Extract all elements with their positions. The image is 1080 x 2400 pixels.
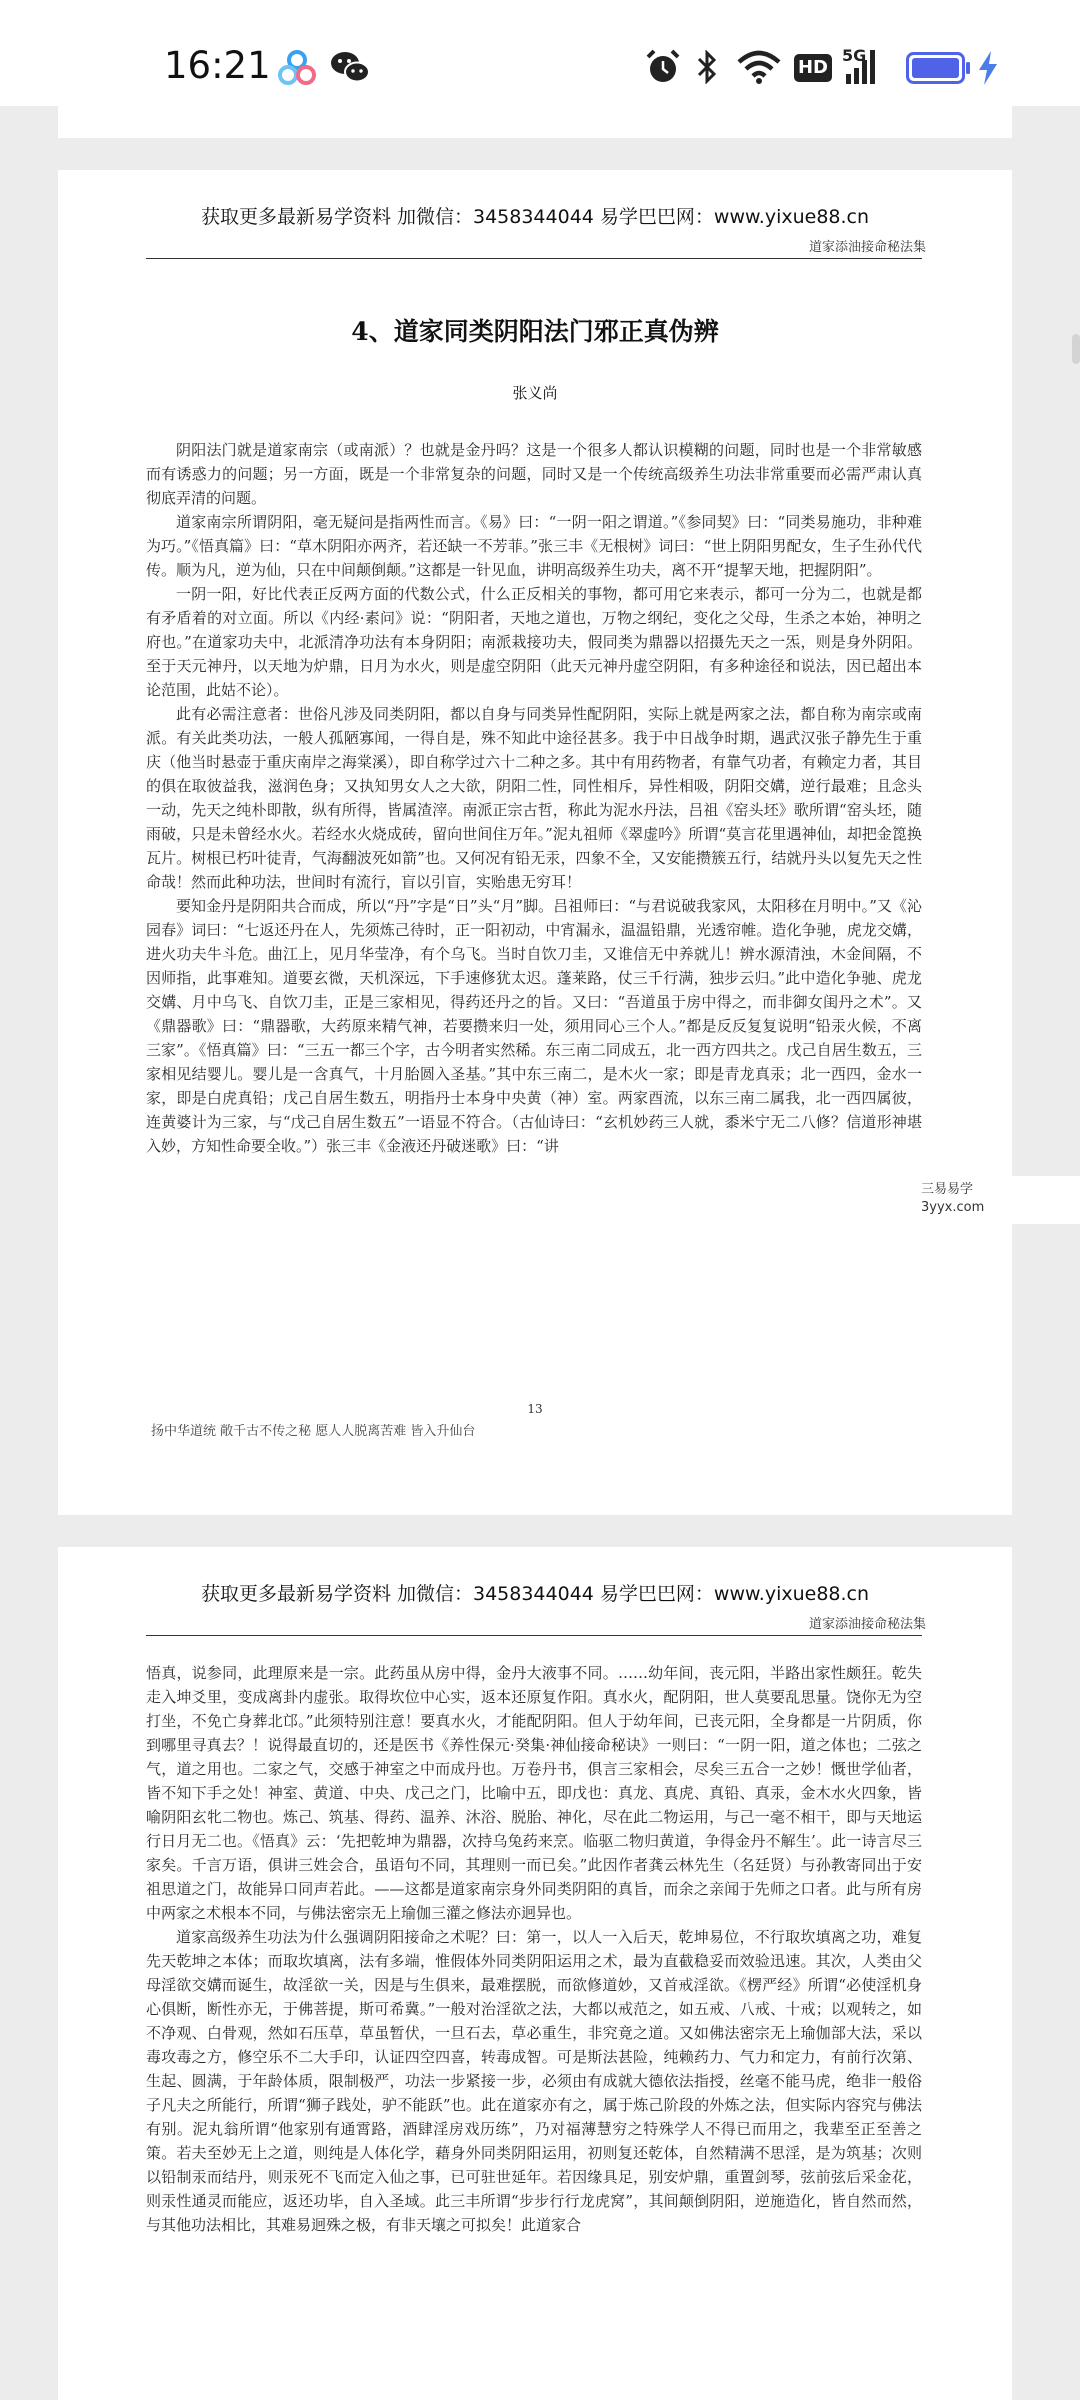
paragraph: 一阴一阳，好比代表正反两方面的代数公式，什么正反相关的事物，都可用它来表示，都可一分为二，也就是都有矛盾着的对立面。所以《内经·素问》说：“阴阳者，天地之道也，万物之纲纪，变化之父母，生杀之本始，神明之府也。”在道家功夫中，北派清净功法有本身阴阳；南派栽接功夫，假同类为鼎器以招摄先天之一炁，则是身外阴阳。至于天元神丹，以天地为炉鼎，日月为水火，则是虚空阴阳（此天元神丹虚空阴阳，有多种途径和说法，因已超出本论范围，此姑不论）。 [146,585,922,699]
scroll-handle[interactable] [1072,334,1080,364]
page-number: 13 [527,1402,543,1416]
header-rule [146,1635,922,1636]
document-page-14 [58,1547,1012,2400]
paragraph: 道家高级养生功法为什么强调阴阳接命之术呢？曰：第一，以人一入后天，乾坤易位，不行取坎填离之功，难复先天乾坤之本体；而取坎填离，法有多端，惟假体外同类阴阳运用之术，最为直截稳妥而效验迅速。其次，人类由父母淫欲交媾而诞生，故淫欲一关，因是与生俱来，最难摆脱，而欲修道妙，又首戒淫欲。《楞严经》所谓“必使淫机身心俱断，断性亦无，于佛菩提，斯可希冀。”一般对治淫欲之法，大都以戒范之，如五戒、八戒、十戒；以观转之，如不净观、白骨观，然如石压草，草虽暂伏，一旦石去，草必重生，非究竟之道。又如佛法密宗无上瑜伽部大法，采以毒攻毒之方，修空乐不二大手印，认证四空四喜，转毒成智。可是斯法甚险，纯赖药力、气力和定力，有前行次第、生起、圆满，于年龄体质，限制极严，功法一步紧接一步，必须由有成就大德依法指授，丝毫不能马虎，绝非一般俗子凡夫之所能行，所谓“狮子践处，驴不能跃”也。此在道家亦有之，属于炼己阶段的外炼之法，但实际内容究与佛法有别。泥丸翁所谓“他家别有通霄路，酒肆淫房戏历练”，乃对福薄慧穷之特殊学人不得已而用之，我辈至正至善之策。若夫至妙无上之道，则纯是人体化学，藉身外同类阴阳运用，初则复还乾体，自然精满不思淫，是为筑基；次则以铅制汞而结丹，则汞死不飞而定入仙之事，已可驻世延年。若因缘具足，别安炉鼎，重置剑琴，弦前弦后采金花，则汞性通灵而能应，返还功毕，自入圣域。此三丰所谓“步步行行龙虎窝”，其间颠倒阴阳，逆施造化，皆自然而然，与其他功法相比，其难易迥殊之极，有非天壤之可拟矣！此道家合 [146,1928,922,2234]
battery-icon [906,52,972,88]
wechat-icon [330,50,370,88]
previous-page-bottom [58,106,1012,138]
body-text [146,438,922,1398]
paragraph: 要知金丹是阴阳共合而成，所以“丹”字是“日”头“月”脚。吕祖师曰：“与君说破我家风，太阳移在月明中。”又《沁园春》词曰：“七返还丹在人，先须炼己待时，正一阳初动，中宵漏永，温温铅鼎，光透帘帷。造化争驰，虎龙交媾，进火功夫牛斗危。曲江上，见月华莹净，有个乌飞。当时自饮刀圭，又谁信无中养就儿！辨水源清浊，木金间隔，不因师指，此事难知。道要玄微，天机深远，下手速修犹太迟。蓬莱路，仗三千行满，独步云归。”此中造化争驰、虎龙交媾、月中乌飞、自饮刀圭，正是三家相见，得药还丹之的旨。又曰：“吾道虽于房中得之，而非御女闺丹之术”。又《鼎器歌》曰：“鼎器歌，大药原来精气神，若要攒来归一处，须用同心三个人。”都是反反复复说明“铅汞火候，不离三家”。《悟真篇》曰：“三五一都三个字，古今明者实然稀。东三南二同成五，北一西方四共之。戊己自居生数五，三家相见结婴儿。婴儿是一含真气，十月胎圆入圣基。”其中东三南二，是木火一家；即是青龙真汞；北一西四，金水一家，即是白虎真铅；戊己自居生数五，明指丹士本身中央黄（神）室。两家酉流，以东三南二属我，北一西四属彼，连黄婆计为三家，与“戊己自居生数五”一语显不符合。（古仙诗曰：“玄机妙药三人就，黍米宁无二八修？信道形神堪入妙，方知性命要全收。”）张三丰《金液还丹破迷歌》曰：“讲 [146,897,922,1155]
page-header: 获取更多最新易学资料 加微信：3458344044 易学巴巴网：www.yixue88.cn [200,206,870,228]
hd-icon: HD [794,54,832,82]
alarm-icon [644,48,682,90]
app-icon [278,50,316,90]
bluetooth-icon [696,50,718,88]
status-bar [0,0,1080,106]
watermark-title: 三易易学 [921,1182,974,1197]
footer-motto: 扬中华道统 敞千古不传之秘 愿人人脱离苦难 皆入升仙台 [151,1424,476,1439]
wifi-icon [736,50,782,88]
signal-5g-icon [842,46,888,90]
author-name: 张义尚 [512,384,558,402]
chapter-title: 4、道家同类阴阳法门邪正真伪辨 [351,317,719,346]
header-rule [146,258,922,259]
page-header: 获取更多最新易学资料 加微信：3458344044 易学巴巴网：www.yixue88.cn [200,1583,870,1605]
paragraph: 阴阳法门就是道家南宗（或南派）？也就是金丹吗？这是一个很多人都认识模糊的问题，同时也是一个非常敏感而有诱惑力的问题；另一方面，既是一个非常复杂的问题，同时又是一个传统高级养生功法非常重要而必需严肃认真彻底弄清的问题。 [146,441,922,507]
document-page-13 [58,170,1012,1515]
status-time: 16:21 [164,44,271,87]
watermark [918,1176,1080,1224]
watermark-url: 3yyx.com [921,1200,985,1215]
paragraph: 悟真，说参同，此理原来是一宗。此药虽从房中得，金丹大液事不同。……幼年间，丧元阳，半路出家性颇狂。乾失走入坤爻里，变成离卦内虚张。取得坎位中心实，返本还原复作阳。真水火，配阴阳，世人莫要乱思量。饶你无为空打坐，不免亡身葬北邙。”此须特别注意！要真水火，才能配阴阳。但人于幼年间，已丧元阳，全身都是一片阴质，你到哪里寻真去？！说得最直切的，还是医书《养性保元·癸集·神仙接命秘诀》一则曰：“一阴一阳，道之体也；二弦之气，道之用也。二家之气，交感于神室之中而成丹也。万卷丹书，俱言三家相会，尽矣三五合一之妙！慨世学仙者，皆不知下手之处！神室、黄道、中央、戊己之门，比喻中五，即戊也：真龙、真虎、真铅、真汞，金木水火四象，皆喻阴阳玄牝二物也。炼己、筑基、得药、温养、沐浴、脱胎、神化，尽在此二物运用，与己一毫不相干，即与天地运行日月无二也。《悟真》云：‘先把乾坤为鼎器，次持乌兔药来烹。临驱二物归黄道，争得金丹不解生’。此一诗言尽三家矣。千言万语，俱讲三姓会合，虽语句不同，其理则一而已矣。”此因作者龚云林先生（名廷贤）与孙教寄同出于安祖思道之门，故能异口同声若此。——这都是道家南宗身外同类阴阳的真旨，而余之亲闻于先师之口者。此与所有房中两家之术根本不同，与佛法密宗无上瑜伽三灌之修法亦迥异也。 [146,1664,922,1922]
network-type-label: 5G [842,46,867,65]
paragraph: 道家南宗所谓阴阳，毫无疑问是指两性而言。《易》曰：“一阴一阳之谓道。”《参同契》曰：“同类易施功，非种难为巧。”《悟真篇》曰：“草木阴阳亦两齐，若还缺一不芳菲。”张三丰《无根树》词曰：“世上阴阳男配女，生子生孙代代传。顺为凡，逆为仙，只在中间颠倒颠。”这都是一针见血，讲明高级养生功夫，离不开“提挈天地，把握阴阳”。 [146,513,922,579]
paragraph: 此有必需注意者：世俗凡涉及同类阴阳，都以自身与同类异性配阴阳，实际上就是两家之法，都自称为南宗或南派。有关此类功法，一般人孤陋寡闻，一得自是，殊不知此中途径甚多。我于中日战争时期，遇武汉张子静先生于重庆（他当时悬壶于重庆南岸之海棠溪），即自称学过六十二种之多。其中有用药物者，有靠气功者，有赖定力者，其目的俱在取彼益我，滋润色身；又执知男女人之大欲，阴阳二性，同性相斥，异性相吸，阴阳交媾，逆行最难；且念头一动，先天之纯朴即散，纵有所得，皆属渣滓。南派正宗古哲，称此为泥水丹法，吕祖《窑头坯》歌所谓“窑头坯，随雨破，只是未曾经水火。若经水火烧成砖，留向世间住万年。”泥丸祖师《翠虚吟》所谓“莫言花里遇神仙，却把金箆换瓦片。树根已朽叶徒青，气海翻波死如箭”也。又何况有铅无汞，四象不全，又安能攒簇五行，结就丹头以复先天之性命哉！然而此种功法，世间时有流行，盲以引盲，实贻患无穷耳！ [146,705,922,891]
body-text [146,1661,922,2400]
page-subheader: 道家添油接命秘法集 [808,1617,926,1632]
charging-icon [976,50,1000,90]
page-subheader: 道家添油接命秘法集 [808,240,926,255]
